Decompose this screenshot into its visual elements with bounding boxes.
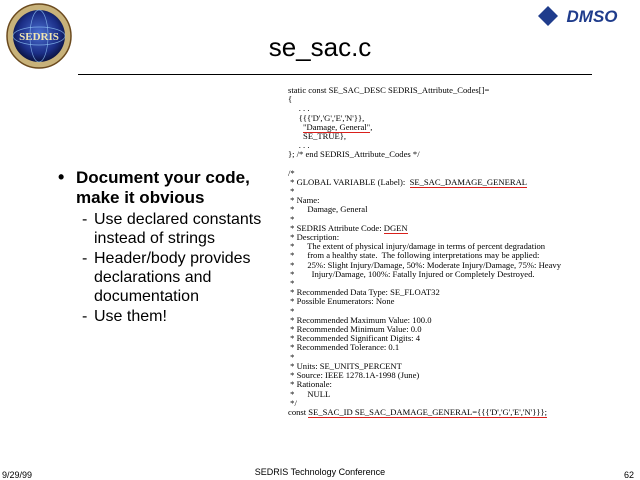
dmso-logo xyxy=(538,4,632,26)
sub-bullet-text: Use them! xyxy=(94,308,167,325)
code-line: * Injury/Damage, 100%: Fatally Injured or Completely Destroyed. xyxy=(288,268,535,279)
code-line xyxy=(288,224,633,233)
code-line: SE_TRUE}, xyxy=(288,131,347,142)
dash-icon: - xyxy=(82,308,88,325)
code-line xyxy=(288,178,633,187)
code-line: * Description: xyxy=(288,232,340,243)
footer-conference: SEDRIS Technology Conference xyxy=(254,467,386,477)
sub-bullet-item xyxy=(82,210,280,248)
sub-bullet-item xyxy=(82,307,280,326)
slide-title: se_sac.c xyxy=(268,32,372,62)
code-line: * 25%: Slight Injury/Damage, 50%: Moderate Injury/Damage, 75%: Heavy xyxy=(288,259,562,270)
dash-icon: - xyxy=(82,250,88,267)
code-text: , xyxy=(370,121,373,132)
sub-bullet-item xyxy=(82,249,280,306)
footer-page-number: 62 xyxy=(623,470,634,480)
code-listing xyxy=(288,86,633,417)
bullet-list xyxy=(58,168,280,327)
dash-icon: - xyxy=(82,211,88,228)
sub-bullet-list xyxy=(58,210,280,326)
code-line: * xyxy=(288,213,295,224)
code-line: * from a healthy state. The following interpretations may be applied: xyxy=(288,250,540,261)
code-line: /* xyxy=(288,167,295,178)
bullet-main-text: Document your code, make it obvious xyxy=(76,168,250,207)
title-divider xyxy=(78,74,592,75)
sedris-logo-text: SEDRIS xyxy=(19,31,59,43)
code-line: * Damage, General xyxy=(288,204,368,215)
bullet-main xyxy=(58,168,280,208)
code-line: * xyxy=(288,186,295,197)
highlighted-declaration: SE_SAC_ID SE_SAC_DAMAGE_GENERAL={{{'D','G','E','N'}}}; xyxy=(308,406,547,417)
code-text: * GLOBAL VARIABLE (Label): xyxy=(288,176,410,187)
code-line: * xyxy=(288,278,295,289)
code-line: * NULL xyxy=(288,388,331,399)
footer-date: 9/29/99 xyxy=(2,470,33,480)
code-line: }; /* end SEDRIS_Attribute_Codes */ xyxy=(288,149,420,160)
highlighted-label: SE_SAC_DAMAGE_GENERAL xyxy=(409,176,528,187)
code-line: */ xyxy=(288,397,297,408)
code-line: * xyxy=(288,351,295,362)
code-line: * Name: xyxy=(288,195,320,206)
code-line: * Recommended Minimum Value: 0.0 xyxy=(288,324,422,335)
code-text: * SEDRIS Attribute Code: xyxy=(288,222,384,233)
code-line: * Recommended Significant Digits: 4 xyxy=(288,333,420,344)
highlighted-string: "Damage, General" xyxy=(303,121,371,132)
code-line: * Source: IEEE 1278.1A-1998 (June) xyxy=(288,370,420,381)
code-line: * Recommended Data Type: SE_FLOAT32 xyxy=(288,287,440,298)
code-line: * Recommended Maximum Value: 100.0 xyxy=(288,314,432,325)
code-text: const xyxy=(288,406,309,417)
sub-bullet-text: Header/body provides declarations and documentation xyxy=(94,250,251,305)
code-line: * Recommended Tolerance: 0.1 xyxy=(288,342,400,353)
code-line: . . . xyxy=(288,103,310,114)
code-line: * xyxy=(288,305,295,316)
code-line: * The extent of physical injury/damage in terms of percent degradation xyxy=(288,241,546,252)
code-line: * Possible Enumerators: None xyxy=(288,296,395,307)
sub-bullet-text: Use declared constants instead of strings xyxy=(94,211,262,247)
code-line xyxy=(288,408,633,417)
code-line: { xyxy=(288,94,293,105)
highlighted-code: DGEN xyxy=(383,222,408,233)
code-line: static const SE_SAC_DESC SEDRIS_Attribute_Codes[]= xyxy=(288,85,490,95)
code-line: * Rationale: xyxy=(288,379,332,390)
code-line: . . . xyxy=(288,140,310,151)
code-line: * Units: SE_UNITS_PERCENT xyxy=(288,360,402,371)
dmso-logo-text: DMSO xyxy=(566,7,618,26)
bullet-dot-icon: • xyxy=(58,167,65,187)
code-line: {{{'D','G','E','N'}}, xyxy=(288,112,365,123)
